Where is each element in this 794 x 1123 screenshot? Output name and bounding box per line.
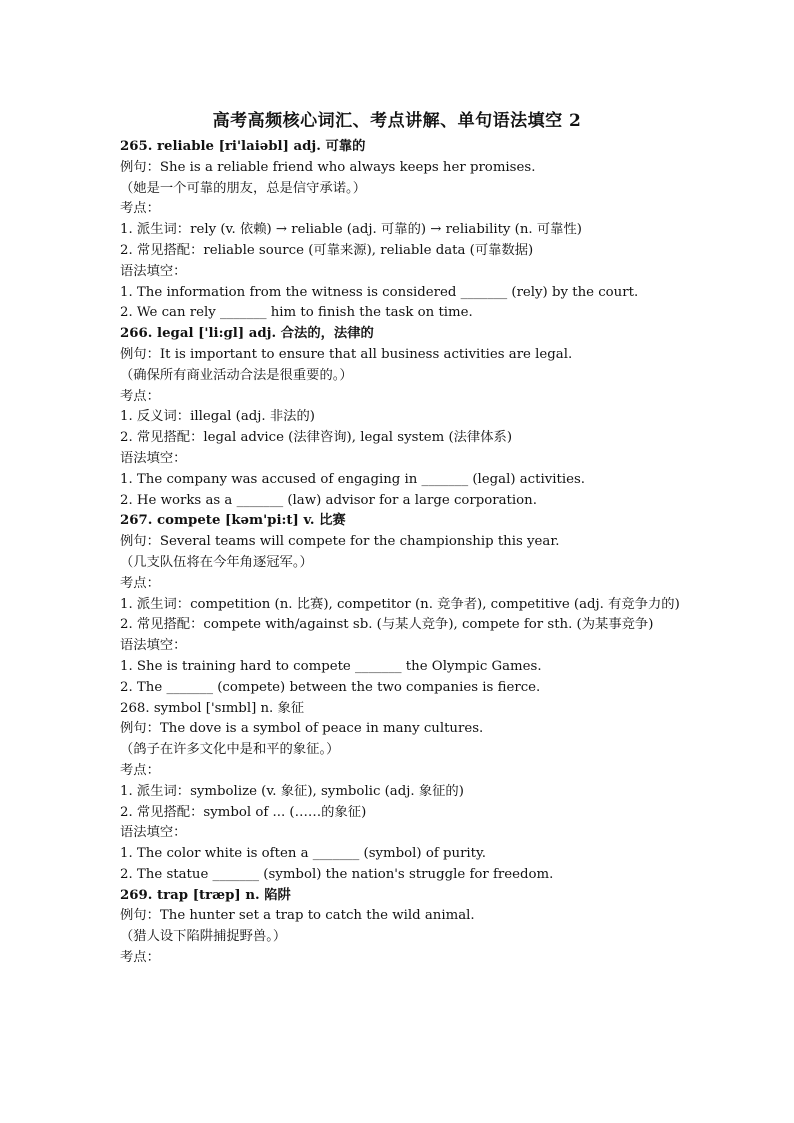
document-title: 高考高频核心词汇、考点讲解、单句语法填空 2 <box>212 111 582 131</box>
text-line: 1. 反义词：illegal (adj. 非法的) <box>120 409 315 425</box>
text-line: 1. The color white is often a _______ (symbol) of purity. <box>120 846 486 862</box>
text-line: 考点： <box>120 950 160 966</box>
text-line: 例句：She is a reliable friend who always keeps her promises. <box>120 159 536 175</box>
text-line: 1. 派生词：competition (n. 比赛), competitor (n. 竞争者), competitive (adj. 有竞争力的) <box>120 596 680 612</box>
text-line: 2. 常见搭配：legal advice (法律咨询), legal system (法律体系) <box>120 430 513 446</box>
text-line: 2. 常见搭配：symbol of ... (……的象征) <box>120 804 367 820</box>
text-line: 2. He works as a _______ (law) advisor for a large corporation. <box>120 492 537 508</box>
text-line: 2. 常见搭配：reliable source (可靠来源), reliable data (可靠数据) <box>120 242 534 258</box>
text-line: 2. We can rely _______ him to finish the task on time. <box>120 305 473 321</box>
text-line: 2. The _______ (compete) between the two companies is fierce. <box>120 679 541 695</box>
text-line: 268. symbol ['sɪmbl] n. 象征 <box>120 700 305 716</box>
text-line: 考点： <box>120 762 160 778</box>
entry-heading: 269. trap [træp] n. 陷阱 <box>120 887 291 903</box>
entry-heading: 267. compete [kəm'pi:t] v. 比赛 <box>120 513 346 529</box>
text-line: 1. 派生词：rely (v. 依赖) → reliable (adj. 可靠的) → reliability (n. 可靠性) <box>120 222 582 238</box>
text-line: 语法填空： <box>120 825 187 841</box>
entry-heading: 265. reliable [ri'laiəbl] adj. 可靠的 <box>120 139 366 154</box>
text-line: 1. The company was accused of engaging in _______ (legal) activities. <box>120 471 585 487</box>
text-line: （几支队伍将在今年角逐冠军。） <box>120 554 313 570</box>
text-line: （猎人设下陷阱捕捉野兽。） <box>120 929 287 945</box>
text-line: 语法填空： <box>120 263 187 279</box>
text-line: 语法填空： <box>120 638 187 654</box>
text-line: 1. She is training hard to compete _______ the Olympic Games. <box>120 658 542 674</box>
text-line: （鸽子在许多文化中是和平的象征。） <box>120 742 340 758</box>
text-line: 2. 常见搭配：compete with/against sb. (与某人竞争), compete for sth. (为某事竞争) <box>120 617 654 633</box>
text-line: （她是一个可靠的朋友，总是信守承诺。） <box>120 180 366 196</box>
text-line: 2. The statue _______ (symbol) the nation's struggle for freedom. <box>120 866 554 882</box>
document-body <box>120 137 680 969</box>
text-line: 考点： <box>120 201 160 217</box>
entry-heading: 266. legal ['li:gl] adj. 合法的，法律的 <box>120 326 374 342</box>
text-line: 语法填空： <box>120 450 187 466</box>
text-line: 考点： <box>120 575 160 591</box>
text-line: 1. The information from the witness is considered _______ (rely) by the court. <box>120 284 639 300</box>
text-line: 例句：The hunter set a trap to catch the wild animal. <box>120 908 475 924</box>
text-line: （确保所有商业活动合法是很重要的。） <box>120 367 353 383</box>
text-line: 考点： <box>120 388 160 404</box>
text-line: 1. 派生词：symbolize (v. 象征), symbolic (adj. 象征的) <box>120 783 464 799</box>
text-line: 例句：The dove is a symbol of peace in many cultures. <box>120 721 484 737</box>
text-line: 例句：It is important to ensure that all business activities are legal. <box>120 346 573 362</box>
text-line: 例句：Several teams will compete for the championship this year. <box>120 534 560 550</box>
